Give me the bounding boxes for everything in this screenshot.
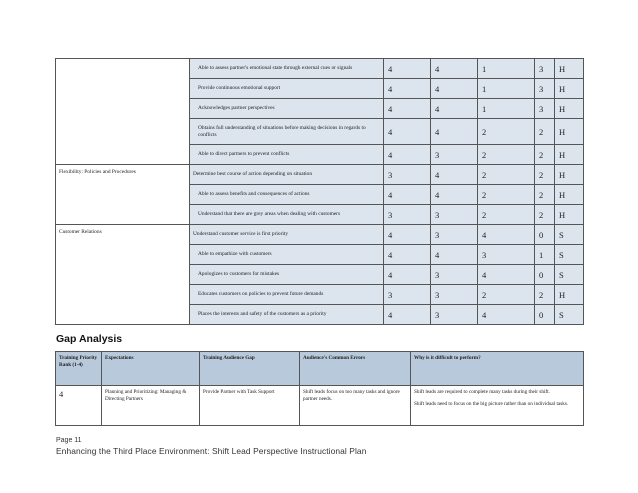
rating-cell: 4 [431,119,478,145]
behavior-cell: Able to direct partners to prevent conflicts [190,145,384,165]
behavior-cell: Understand that there are grey areas when dealing with customers [190,205,384,225]
rating-cell: 4 [431,59,478,79]
rating-cell: 4 [384,119,431,145]
rating-cell: 4 [478,305,535,325]
priority-cell: H [555,119,584,145]
rating-cell: 2 [535,119,555,145]
document-title: Enhancing the Third Place Environment: Shift Lead Perspective Instructional Plan [56,446,367,456]
rating-cell: 0 [535,225,555,245]
rating-cell: 4 [384,59,431,79]
behavior-cell: Acknowledges partner perspectives [190,99,384,119]
rating-cell: 4 [431,245,478,265]
rating-cell: 3 [431,265,478,285]
priority-cell: S [555,305,584,325]
rating-cell: 3 [431,285,478,305]
rating-cell: 4 [478,225,535,245]
rating-cell: 2 [535,205,555,225]
rating-cell: 1 [478,79,535,99]
rating-cell: 2 [478,205,535,225]
rating-cell: 2 [478,119,535,145]
rating-cell: 2 [478,285,535,305]
gap-analysis-title: Gap Analysis [56,333,123,345]
behavior-cell: Able to empathize with customers [190,245,384,265]
priority-cell: H [555,59,584,79]
behavior-cell: Educates customers on policies to prevent future demands [190,285,384,305]
header-rank: Training Priority Rank (1-4) [56,352,102,386]
rating-cell: 4 [384,99,431,119]
header-audience-gap: Training Audience Gap [200,352,300,386]
rating-cell: 3 [384,285,431,305]
rating-cell: 3 [431,305,478,325]
rating-cell: 3 [431,225,478,245]
rating-cell: 3 [535,59,555,79]
rating-cell: 4 [384,79,431,99]
behavior-cell: Places the interests and safety of the customers as a priority [190,305,384,325]
rating-cell: 4 [384,225,431,245]
header-expectations: Expectations [102,352,200,386]
rating-cell: 4 [384,185,431,205]
table-header-row [56,352,584,386]
rating-cell: 2 [478,185,535,205]
rating-cell: 1 [478,59,535,79]
rating-cell: 0 [535,265,555,285]
skills-table [55,58,584,325]
rating-cell: 2 [535,165,555,185]
rating-cell: 3 [535,79,555,99]
table-row [56,386,584,426]
table-row [56,59,584,79]
rating-cell: 4 [384,145,431,165]
header-why-difficult: Why is it difficult to perform? [411,352,584,386]
rating-cell: 4 [478,265,535,285]
priority-cell: S [555,265,584,285]
rating-cell: 4 [431,99,478,119]
rating-cell: 4 [431,165,478,185]
rating-cell: 1 [478,99,535,119]
why-difficult-cell [411,386,584,426]
rating-cell: 3 [384,205,431,225]
rating-cell: 0 [535,305,555,325]
rating-cell: 4 [431,79,478,99]
common-errors-cell: Shift leads focus on too many tasks and ignore partner needs. [300,386,411,426]
priority-cell: H [555,205,584,225]
rating-cell: 3 [431,205,478,225]
expectations-cell: Planning and Prioritizing: Managing & Directing Partners [102,386,200,426]
table-row [56,225,584,245]
table-row [56,165,584,185]
priority-cell: H [555,285,584,305]
rank-cell: 4 [56,386,102,426]
why-reason-2: Shift leads need to focus on the big picture rather than on individual tasks. [414,400,569,407]
rating-cell: 4 [384,305,431,325]
behavior-cell: Able to assess benefits and consequences of actions [190,185,384,205]
rating-cell: 2 [535,185,555,205]
rating-cell: 4 [431,185,478,205]
category-cell: Customer Relations [56,225,190,325]
rating-cell: 4 [384,265,431,285]
behavior-cell: Understand customer service is first priority [190,225,384,245]
rating-cell: 3 [384,165,431,185]
behavior-cell: Determine best course of action depending on situation [190,165,384,185]
audience-gap-cell: Provide Partner with Task Support [200,386,300,426]
rating-cell: 1 [535,245,555,265]
priority-cell: H [555,145,584,165]
behavior-cell: Apologizes to customers for mistakes [190,265,384,285]
priority-cell: S [555,245,584,265]
category-cell: Flexibility: Policies and Procedures [56,165,190,225]
rating-cell: 3 [478,245,535,265]
behavior-cell: Provide continuous emotional support [190,79,384,99]
priority-cell: H [555,79,584,99]
category-cell [56,59,190,165]
header-common-errors: Audience's Common Errors [300,352,411,386]
why-reason-1: Shift leads are required to complete many tasks during their shift. [414,389,550,395]
rating-cell: 3 [535,99,555,119]
priority-cell: S [555,225,584,245]
rating-cell: 2 [478,165,535,185]
priority-cell: H [555,99,584,119]
priority-cell: H [555,165,584,185]
gap-analysis-table [55,351,584,426]
page-number: Page 11 [56,437,82,444]
priority-cell: H [555,185,584,205]
rating-cell: 2 [535,285,555,305]
rating-cell: 3 [431,145,478,165]
rating-cell: 2 [478,145,535,165]
rating-cell: 4 [384,245,431,265]
behavior-cell: Obtains full understanding of situations before making decisions in regards to conflicts [190,119,384,145]
behavior-cell: Able to assess partner's emotional state through external cues or signals [190,59,384,79]
rating-cell: 2 [535,145,555,165]
